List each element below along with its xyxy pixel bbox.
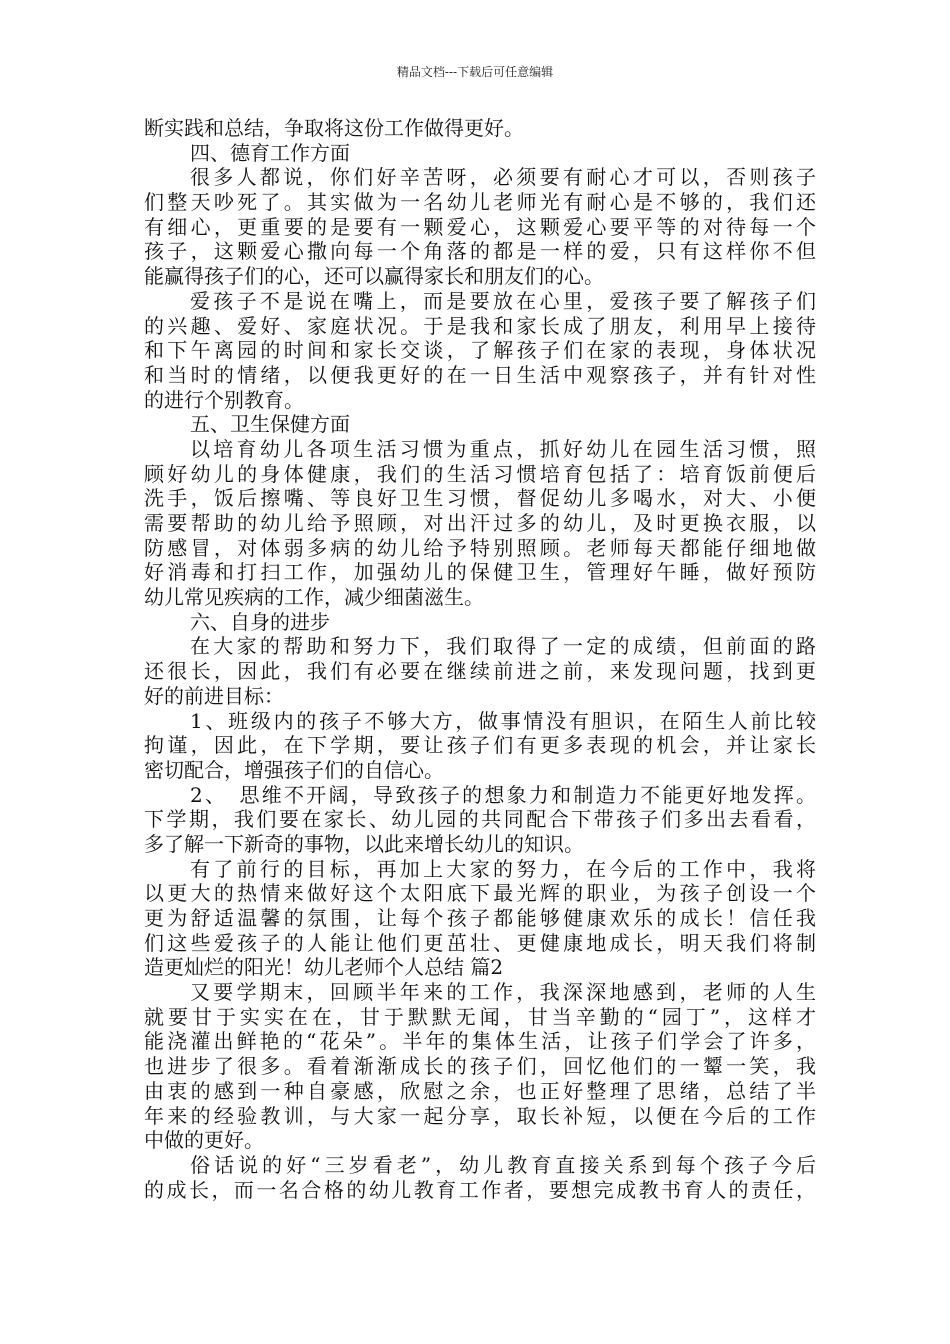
- text-line: 们整天吵死了。其实做为一名幼儿老师光有耐心是不够的，我们还: [144, 190, 816, 215]
- text-line: 俗话说的好“三岁看老”，幼儿教育直接关系到每个孩子今后: [190, 1152, 816, 1177]
- text-line: 幼儿常见疾病的工作，减少细菌滋生。: [144, 585, 484, 610]
- page-header: 精品文档---下载后可任意编辑: [396, 65, 554, 79]
- text-line: 防感冒，对体弱多病的幼儿给予特别照顾。老师每天都能仔细地做: [144, 535, 816, 560]
- text-line: 爱孩子不是说在嘴上，而是要放在心里，爱孩子要了解孩子们: [190, 288, 816, 313]
- text-line: 1、班级内的孩子不够大方，做事情没有胆识，在陌生人前比较: [190, 708, 816, 733]
- text-line: 多了解一下新奇的事物，以此来增长幼儿的知识。: [144, 831, 584, 856]
- text-line: 断实践和总结，争取将这份工作做得更好。: [144, 116, 524, 140]
- text-line: 好的前进目标：: [144, 683, 284, 708]
- text-line: 2、 思维不开阔，导致孩子的想象力和制造力不能更好地发挥。: [190, 782, 816, 807]
- text-line: 密切配合，增强孩子们的自信心。: [144, 757, 444, 782]
- text-line: 好消毒和打扫工作，加强幼儿的保健卫生，管理好午睡，做好预防: [144, 560, 816, 585]
- text-line: 造更灿烂的阳光！幼儿老师个人总结 篇2: [144, 955, 504, 980]
- text-line: 能赢得孩子们的心，还可以赢得家长和朋友们的心。: [144, 264, 604, 289]
- text-line: 以更大的热情来做好这个太阳底下最光辉的职业，为孩子创设一个: [144, 881, 816, 906]
- text-line: 四、德育工作方面: [190, 140, 350, 165]
- text-line: 孩子，这颗爱心撒向每一个角落的都是一样的爱，只有这样你不但: [144, 239, 816, 264]
- text-line: 更为舒适温馨的氛围，让每个孩子都能够健康欢乐的成长！信任我: [144, 906, 816, 930]
- text-line: 和下午离园的时间和家长交谈，了解孩子们在家的表现，身体状况: [144, 338, 816, 363]
- text-line: 有细心，更重要的是要有一颗爱心，这颗爱心要平等的对待每一个: [144, 214, 816, 239]
- text-line: 很多人都说，你们好辛苦呀，必须要有耐心才可以，否则孩子: [190, 165, 816, 190]
- text-line: 由衷的感到一种自豪感，欣慰之余，也正好整理了思绪，总结了半: [144, 1078, 816, 1103]
- text-line: 又要学期末，回顾半年来的工作，我深深地感到，老师的人生: [190, 980, 816, 1005]
- text-line: 需要帮助的幼儿给予照顾，对出汗过多的幼儿，及时更换衣服，以: [144, 511, 816, 535]
- document-body: [144, 116, 816, 1202]
- text-line: 五、卫生保健方面: [190, 412, 350, 437]
- text-line: 和当时的情绪，以便我更好的在一日生活中观察孩子，并有针对性: [144, 362, 816, 387]
- text-line: 中做的更好。: [144, 1128, 264, 1153]
- text-line: 有了前行的目标，再加上大家的努力，在今后的工作中，我将: [190, 856, 816, 881]
- text-line: 顾好幼儿的身体健康，我们的生活习惯培育包括了：培育饭前便后: [144, 461, 816, 486]
- text-line: 下学期，我们要在家长、幼儿园的共同配合下带孩子们多出去看看，: [144, 807, 816, 832]
- text-line: 们这些爱孩子的人能让他们更茁壮、更健康地成长，明天我们将制: [144, 930, 816, 955]
- text-line: 还很长，因此，我们有必要在继续前进之前，来发现问题，找到更: [144, 659, 816, 684]
- text-line: 年来的经验教训，与大家一起分享，取长补短，以便在今后的工作: [144, 1103, 816, 1128]
- text-line: 的成长，而一名合格的幼儿教育工作者，要想完成教书育人的责任，: [144, 1177, 816, 1202]
- text-line: 在大家的帮助和努力下，我们取得了一定的成绩，但前面的路: [190, 634, 816, 659]
- text-line: 六、自身的进步: [190, 609, 330, 634]
- text-line: 的兴趣、爱好、家庭状况。于是我和家长成了朋友，利用早上接待: [144, 313, 816, 338]
- text-line: 也进步了很多。看着渐渐成长的孩子们，回忆他们的一颦一笑，我: [144, 1054, 816, 1079]
- text-line: 能浇灌出鲜艳的“花朵”。半年的集体生活，让孩子们学会了许多，: [144, 1029, 816, 1054]
- text-line: 就要甘于实实在在，甘于默默无闻，甘当辛勤的“园丁”，这样才: [144, 1004, 816, 1029]
- text-line: 洗手，饭后擦嘴、等良好卫生习惯，督促幼儿多喝水，对大、小便: [144, 486, 816, 511]
- text-line: 拘谨，因此，在下学期，要让孩子们有更多表现的机会，并让家长: [144, 733, 816, 758]
- text-line: 的进行个别教育。: [144, 387, 304, 412]
- text-line: 以培育幼儿各项生活习惯为重点，抓好幼儿在园生活习惯，照: [190, 436, 816, 461]
